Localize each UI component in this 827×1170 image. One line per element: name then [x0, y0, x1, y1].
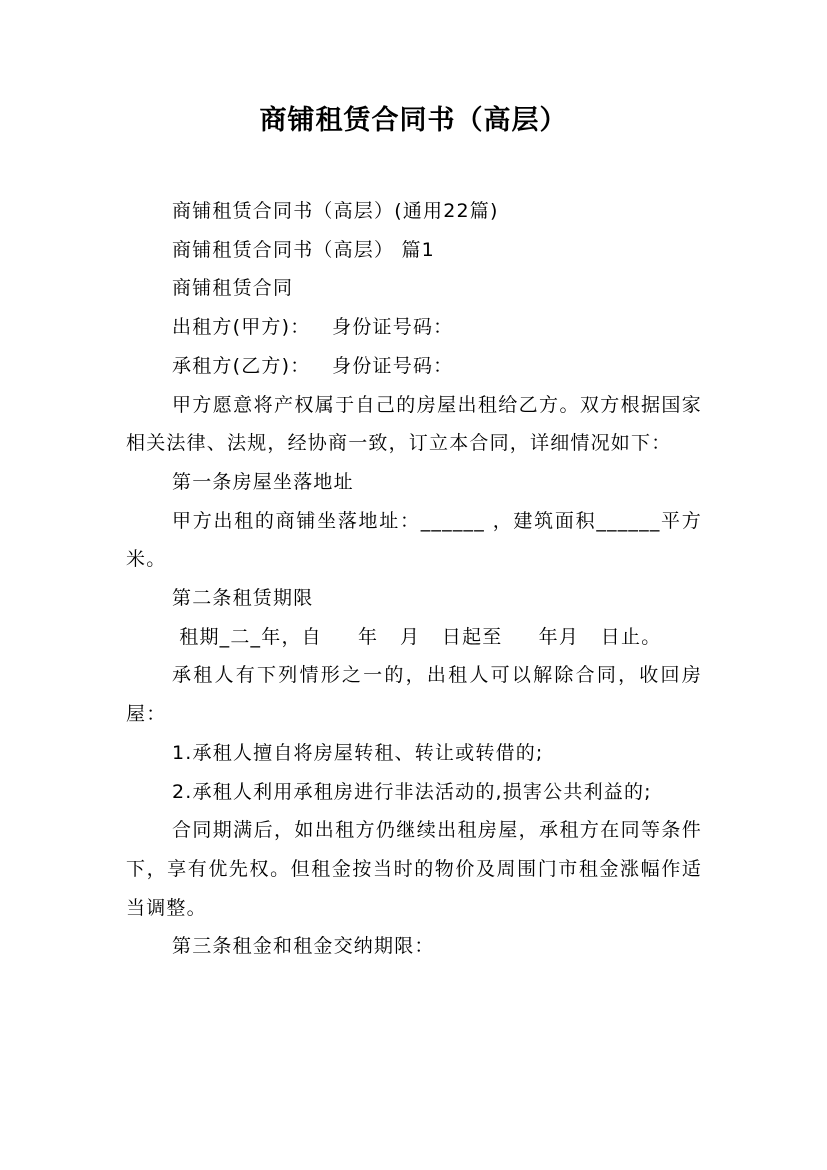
document-title: 商铺租赁合同书（高层） [259, 105, 568, 136]
paragraph-contract-name: 商铺租赁合同 [172, 277, 294, 300]
document-body [126, 192, 702, 966]
paragraph-article-1-address: 甲方出租的商铺坐落地址：______ ，建筑面积______平方米。 [126, 509, 702, 571]
paragraph-termination: 承租人有下列情形之一的，出租人可以解除合同，收回房屋： [126, 664, 702, 726]
paragraph-chapter-heading: 商铺租赁合同书（高层） 篇1 [172, 238, 435, 261]
paragraph-lessor: 出租方(甲方)： 身份证号码： [172, 316, 454, 339]
paragraph-article-2-heading: 第二条租赁期限 [172, 587, 314, 610]
paragraph-subtitle: 商铺租赁合同书（高层）(通用22篇) [172, 200, 499, 222]
paragraph-intro: 甲方愿意将产权属于自己的房屋出租给乙方。双方根据国家相关法律、法规，经协商一致，订立本合同，详细情况如下： [126, 393, 702, 455]
paragraph-termination-item-1: 1.承租人擅自将房屋转租、转让或转借的; [172, 741, 544, 764]
paragraph-article-3-heading: 第三条租金和租金交纳期限： [172, 935, 435, 958]
paragraph-lessee: 承租方(乙方)： 身份证号码： [172, 354, 454, 377]
paragraph-article-1-heading: 第一条房屋坐落地址 [172, 470, 354, 493]
paragraph-renewal: 合同期满后，如出租方仍继续出租房屋，承租方在同等条件下，享有优先权。但租金按当时的物价及周围门市租金涨幅作适当调整。 [126, 819, 702, 919]
paragraph-termination-item-2: 2.承租人利用承租房进行非法活动的,损害公共利益的; [172, 780, 652, 803]
paragraph-article-2-term: 租期_二_年，自 年 月 日起至 年月 日止。 [172, 625, 662, 648]
